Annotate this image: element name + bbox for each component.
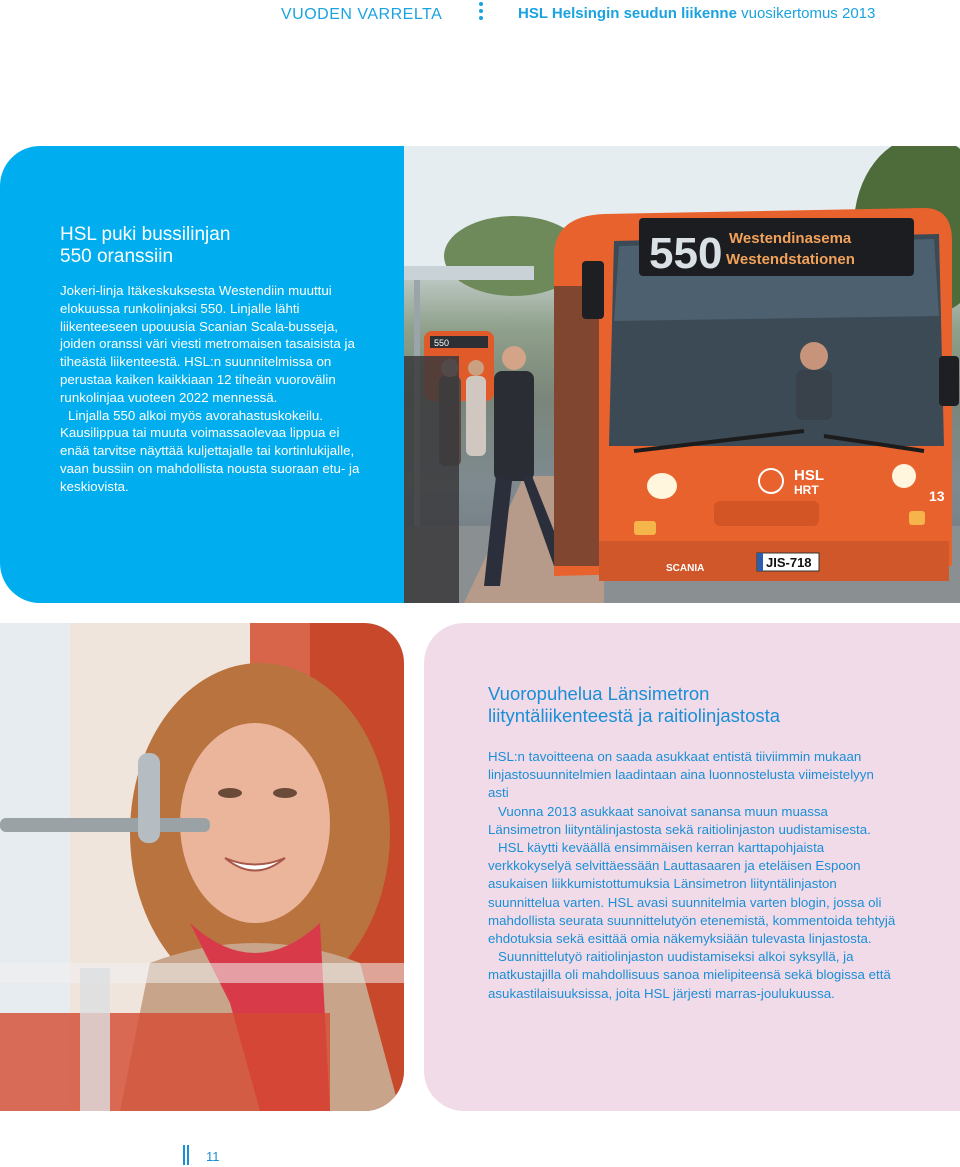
publication-subtitle: vuosikertomus 2013: [741, 5, 876, 22]
article2-title-line2: liityntäliikenteestä ja raitiolinjastosta: [488, 705, 781, 726]
fleet-number: 13: [929, 488, 945, 504]
article2-para1: HSL:n tavoitteena on saada asukkaat entistä tiiviimmin mukaan linjastosuunnitelmien laadintaan aina luonnostelusta viimeistelyyn asti: [488, 749, 874, 801]
publication-title: [518, 5, 875, 22]
bus-photo: [404, 146, 960, 603]
article2-title-line1: Vuoropuhelua Länsimetron: [488, 683, 710, 704]
bus-brand: SCANIA: [666, 563, 705, 574]
article2-body: [488, 748, 898, 1003]
bus-illustration: [404, 146, 960, 603]
article2-para2: Vuonna 2013 asukkaat sanoivat sanansa muun muassa Länsimetron liityntälinjastosta sekä raitiolinjaston uudistamisesta.: [488, 803, 871, 837]
article1-para1: Jokeri-linja Itäkeskuksesta Westendiin muuttui elokuussa runkolinjaksi 550. Linjalle lähti liikenteeseen upouusia Scanian Scala-busseja, joiden oranssi väri viesti metromaisen tasaisista ja tiheästä liikenteestä. HSL:n suunnitelmissa on perustaa kaiken kaikkiaan 12 tiheän vuorovälin runkolinjaa vuoteen 2022 mennessä.: [60, 283, 355, 405]
destination-sv: Westendstationen: [726, 251, 855, 268]
passenger-illustration: [0, 623, 404, 1111]
article1-body: [60, 282, 360, 496]
route-number: 550: [649, 229, 723, 278]
page-number: 11: [206, 1149, 220, 1164]
section-title: VUODEN VARRELTA: [281, 6, 443, 23]
article2-para4: Suunnittelutyö raitiolinjaston uudistamiseksi alkoi syksyllä, ja matkustajilla oli mahdollisuus sanoa mielipiteensä sekä blogissa että asukastilaisuuksissa, joita HSL järjesti marras-joulukuussa.: [488, 949, 891, 1001]
page-number-marker: [183, 1145, 191, 1165]
destination-fi: Westendinasema: [729, 230, 852, 247]
license-plate: JIS-718: [766, 555, 812, 570]
article1-title-line2: 550 oranssiin: [60, 246, 174, 267]
small-bus-sign: 550: [434, 338, 450, 348]
passenger-photo: [0, 623, 404, 1111]
article2-para3: HSL käytti keväällä ensimmäisen kerran karttapohjaista verkkokyselyä selvittäessään Lauttasaaren ja eteläisen Espoon asukaisen liikkumistottumuksia Länsimetron liityntälinjaston suunnittelua varten. HSL avasi suunnitelmia varten blogin, jossa oli mahdollista seurata suunnittelutyön etenemistä, kommentoida tehtyjä ehdotuksia sekä esittää omia näkemyksiään tulevasta linjastosta.: [488, 840, 896, 947]
article1-title: [60, 224, 360, 268]
article1-para2: Linjalla 550 alkoi myös avorahastuskokeilu. Kausilippua tai muuta voimassaolevaa lippua ei enää tarvitse näyttää kuljettajalle tai kortinlukijalle, vaan bussiin on mahdollista nousta suoraan etu- ja keskiovista.: [60, 407, 360, 494]
publication-name: HSL Helsingin seudun liikenne: [518, 5, 737, 22]
bus-logo-main: HSL: [794, 467, 824, 484]
article1-title-line1: HSL puki bussilinjan: [60, 224, 231, 245]
article2-title: [488, 683, 908, 727]
header-divider-dots: [478, 2, 484, 26]
bus-logo-sub: HRT: [794, 483, 819, 497]
